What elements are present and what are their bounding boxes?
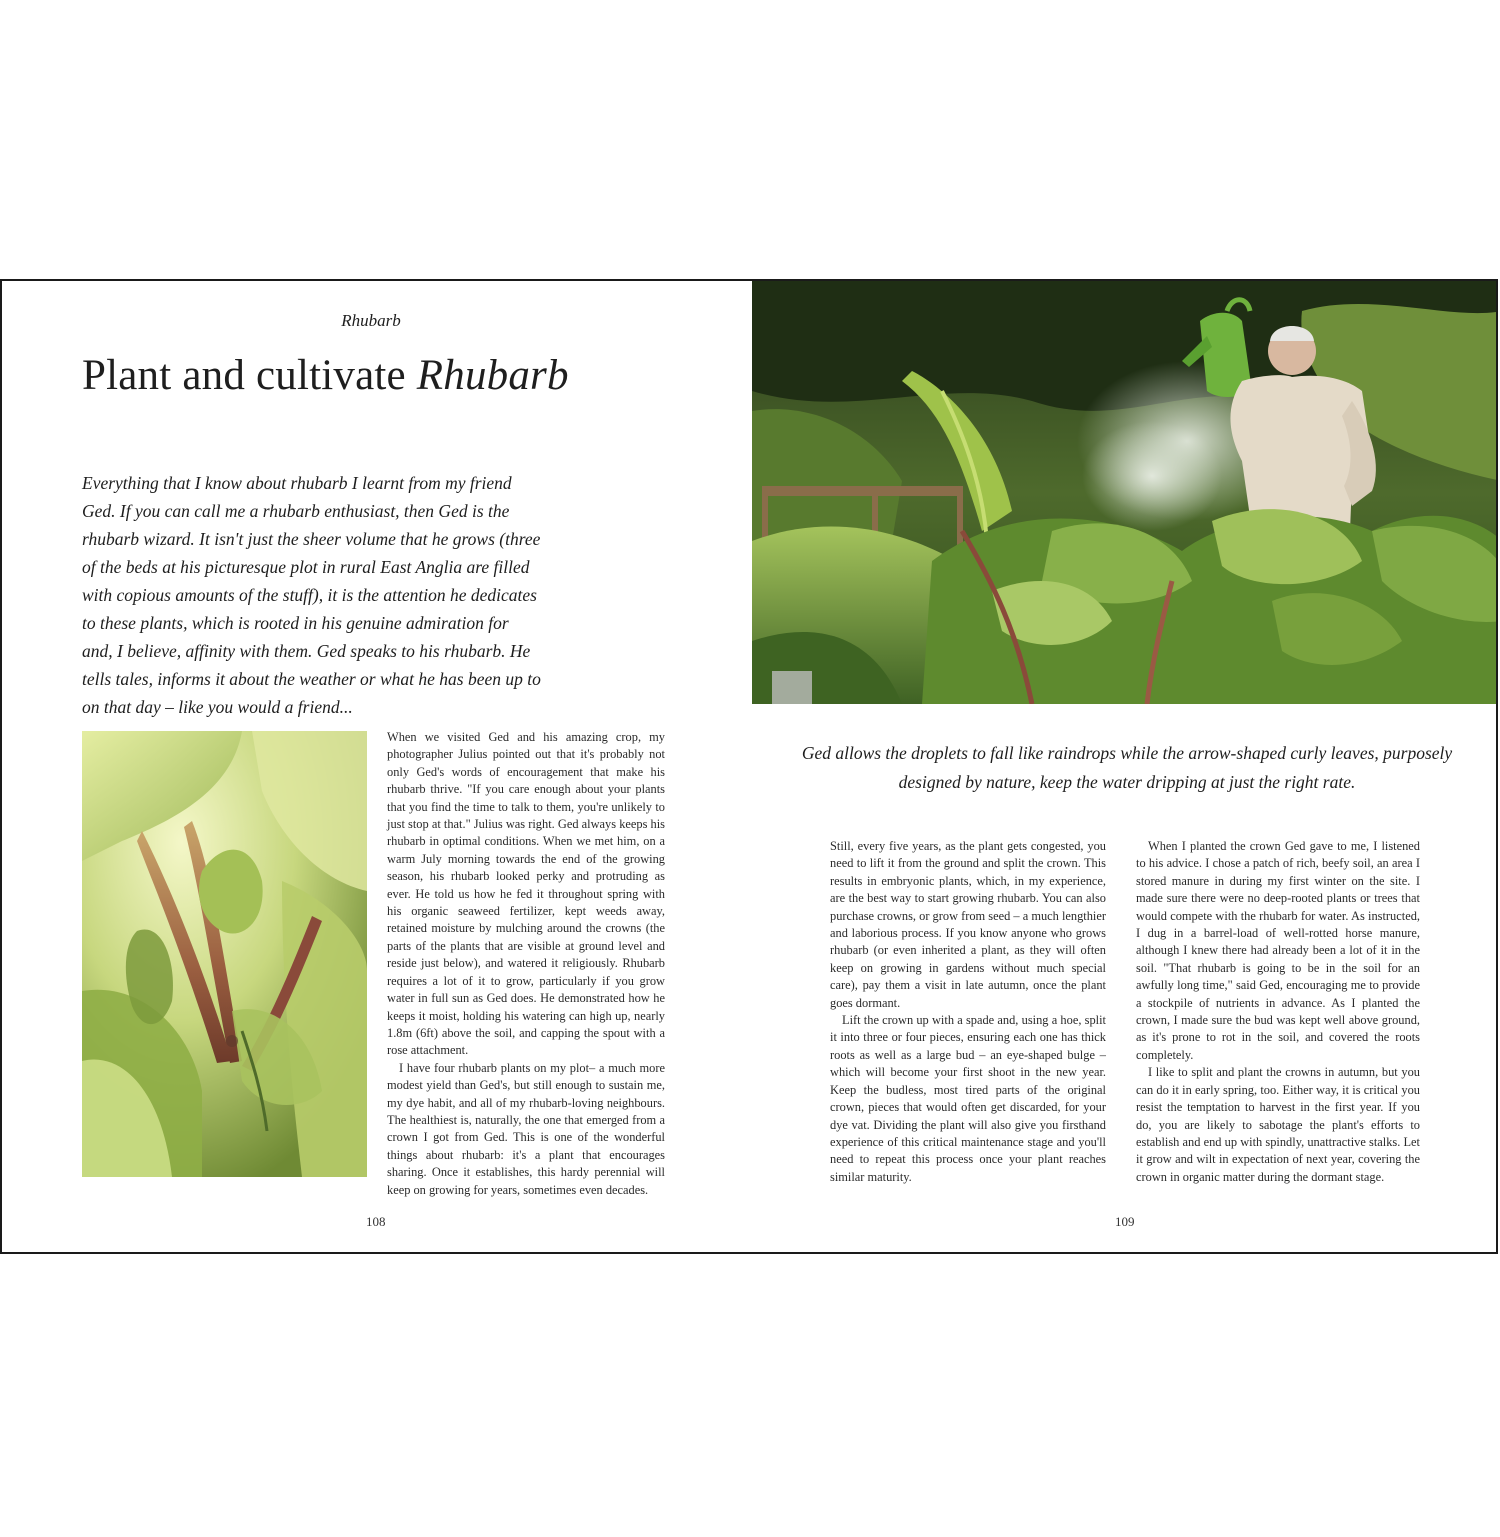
page-number-left: 108	[366, 1214, 386, 1229]
body-paragraph: When we visited Ged and his amazing crop, my photographer Julius pointed out that it's probably not only Ged's words of encouragement that make his rhubarb thrive. "If you care enough about your plants that you find the time to talk to them, you're unlikely to just stop at that." Julius was right. Ged always keeps his rhubarb in optimal conditions. When we met him, on a warm July morning towards the end of the growing season, his rhubarb looked perky and protruding as ever. He told us how he fed it throughout spring with his organic seaweed fertilizer, kept weeds away, retained moisture by mulching around the crowns (the parts of the plants that are visible at ground level and reside just below), and watered it religiously. Rhubarb requires a lot of it to grow, particularly if you grow water in full sun as Ged does. He demonstrated how he keeps it moist, holding his watering can high up, nearly 1.8m (6ft) above the soil, and capping the spout with a rose attachment.	[387, 730, 665, 1058]
garden-watering-photo	[752, 281, 1498, 704]
title-italic: Rhubarb	[416, 352, 569, 399]
body-column-left	[387, 729, 665, 1199]
running-head: Rhubarb	[341, 311, 401, 330]
body-paragraph: Still, every five years, as the plant gets congested, you need to lift it from the ground and split the crown. This results in embryonic plants, which, in my experience, are the best way to start growing rhubarb. You can also purchase crowns, or grow from seed – a much lengthier and laborious process. If you know anyone who grows rhubarb (or even inherited a plant, as they will often keep on growing in gardens without much special care), pay them a visit in late autumn, once the plant goes dormant.	[830, 839, 1106, 1010]
body-paragraph: I like to split and plant the crowns in autumn, but you can do it in early spring, too. Either way, it is critical you resist the temptation to harvest in the first year. If you do, you are likely to sabotage the plant's efforts to establish and end up with spindly, unattractive stalks. Let it grow and wilt in expectation of next year, covering the crown in organic matter during the dormant stage.	[1136, 1065, 1420, 1184]
page-number-right: 109	[1115, 1214, 1135, 1229]
photo-caption: Ged allows the droplets to fall like raindrops while the arrow-shaped curly leaves, purposely designed by nature, keep the water dripping at just the right rate.	[801, 743, 1453, 792]
page-title	[82, 351, 569, 400]
body-paragraph: I have four rhubarb plants on my plot– a much more modest yield than Ged's, but still enough to sustain me, my dye habit, and all of my rhubarb-loving neighbours. The healthiest is, naturally, the one that emerged from a crown I got from Ged. This is one of the wonderful things about rhubarb: it's a plant that encourages sharing. Once it establishes, this hardy perennial will keep on growing for years, sometimes even decades.	[387, 1060, 665, 1197]
body-paragraph: When I planted the crown Ged gave to me, I listened to his advice. I chose a patch of rich, beefy soil, an area I stored manure in during my first winter on the site. I made sure there were no deep-rooted plants or trees that would compete with the rhubarb for water. As instructed, I dug in a barrel-load of well-rotted horse manure, although I knew there had already been a lot of it in the soil. "That rhubarb is going to be in the soil for an awfully long time," said Ged, encouraging me to provide a stockpile of nutrients in advance. As I planted the crown, I made sure the bud was kept well above ground, as it's prone to rot in the soil, and covered the roots completely.	[1136, 839, 1420, 1062]
title-plain: Plant and cultivate	[82, 352, 417, 399]
intro-paragraph: Everything that I know about rhubarb I learnt from my friend Ged. If you can call me a rhubarb enthusiast, then Ged is the rhubarb wizard. It isn't just the sheer volume that he grows (three of the beds at his picturesque plot in rural East Anglia are filled with copious amounts of the stuff), it is the attention he dedicates to these plants, which is rooted in his genuine admiration for and, I believe, affinity with them. Ged speaks to his rhubarb. He tells tales, informs it about the weather or what he has been up to on that day – like you would a friend...	[82, 473, 541, 717]
rhubarb-stalks-photo	[82, 731, 367, 1177]
body-column-right	[1136, 838, 1420, 1186]
body-paragraph: Lift the crown up with a spade and, using a hoe, split it into three or four pieces, ensuring each one has thick roots as well as a large bud – an eye-shaped bulge – which will become your first shoot in the new year. Keep the budless, most tired parts of the original crown, pieces that would often get discarded, for your dye vat. Dividing the plant will also give you firsthand experience of this critical maintenance stage and you'll need to repeat this process once your plant reaches similar maturity.	[830, 1013, 1106, 1184]
body-column-middle	[830, 838, 1106, 1186]
book-spread	[0, 279, 1498, 1254]
